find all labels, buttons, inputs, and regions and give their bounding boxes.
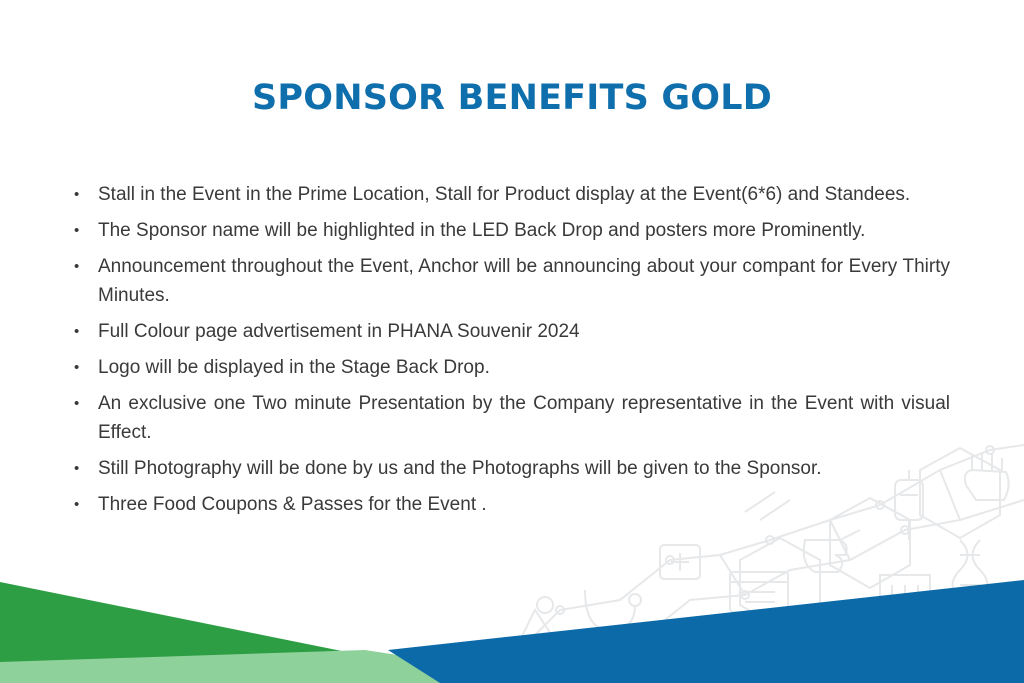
list-item <box>74 353 950 382</box>
list-item-text: Stall in the Event in the Prime Location, Stall for Product display at the Event(6*6) and Standees. <box>98 184 911 205</box>
list-item-text: Full Colour page advertisement in PHANA Souvenir 2024 <box>98 321 580 342</box>
list-item <box>74 454 950 483</box>
list-item-text: The Sponsor name will be highlighted in the LED Back Drop and posters more Prominently. <box>98 220 866 241</box>
list-item-text: Announcement throughout the Event, Anchor will be announcing about your compant for Every Thirty Minutes. <box>98 256 950 306</box>
blue-band <box>388 580 1024 683</box>
list-item-text: Still Photography will be done by us and the Photographs will be given to the Sponsor. <box>98 458 822 479</box>
bullet-icon: • <box>74 186 80 203</box>
list-item <box>74 252 950 310</box>
list-item-text: Three Food Coupons & Passes for the Event . <box>98 494 487 515</box>
list-item <box>74 389 950 447</box>
bullet-icon: • <box>74 222 80 239</box>
list-item <box>74 180 950 209</box>
list-item <box>74 490 950 519</box>
bullet-icon: • <box>74 258 80 275</box>
list-item <box>74 317 950 346</box>
bullet-icon: • <box>74 395 80 412</box>
slide-title: SPONSOR BENEFITS GOLD <box>251 78 773 118</box>
bullet-icon: • <box>74 460 80 477</box>
bullet-icon: • <box>74 323 80 340</box>
list-item-text: Logo will be displayed in the Stage Back Drop. <box>98 357 490 378</box>
list-item-text: An exclusive one Two minute Presentation by the Company representative in the Event with visual Effect. <box>98 393 950 443</box>
bullet-icon: • <box>74 359 80 376</box>
list-item <box>74 216 950 245</box>
hand-icon <box>965 452 1009 500</box>
calendar-icon <box>730 572 788 612</box>
bullet-icon: • <box>74 496 80 513</box>
benefits-list <box>74 180 950 526</box>
